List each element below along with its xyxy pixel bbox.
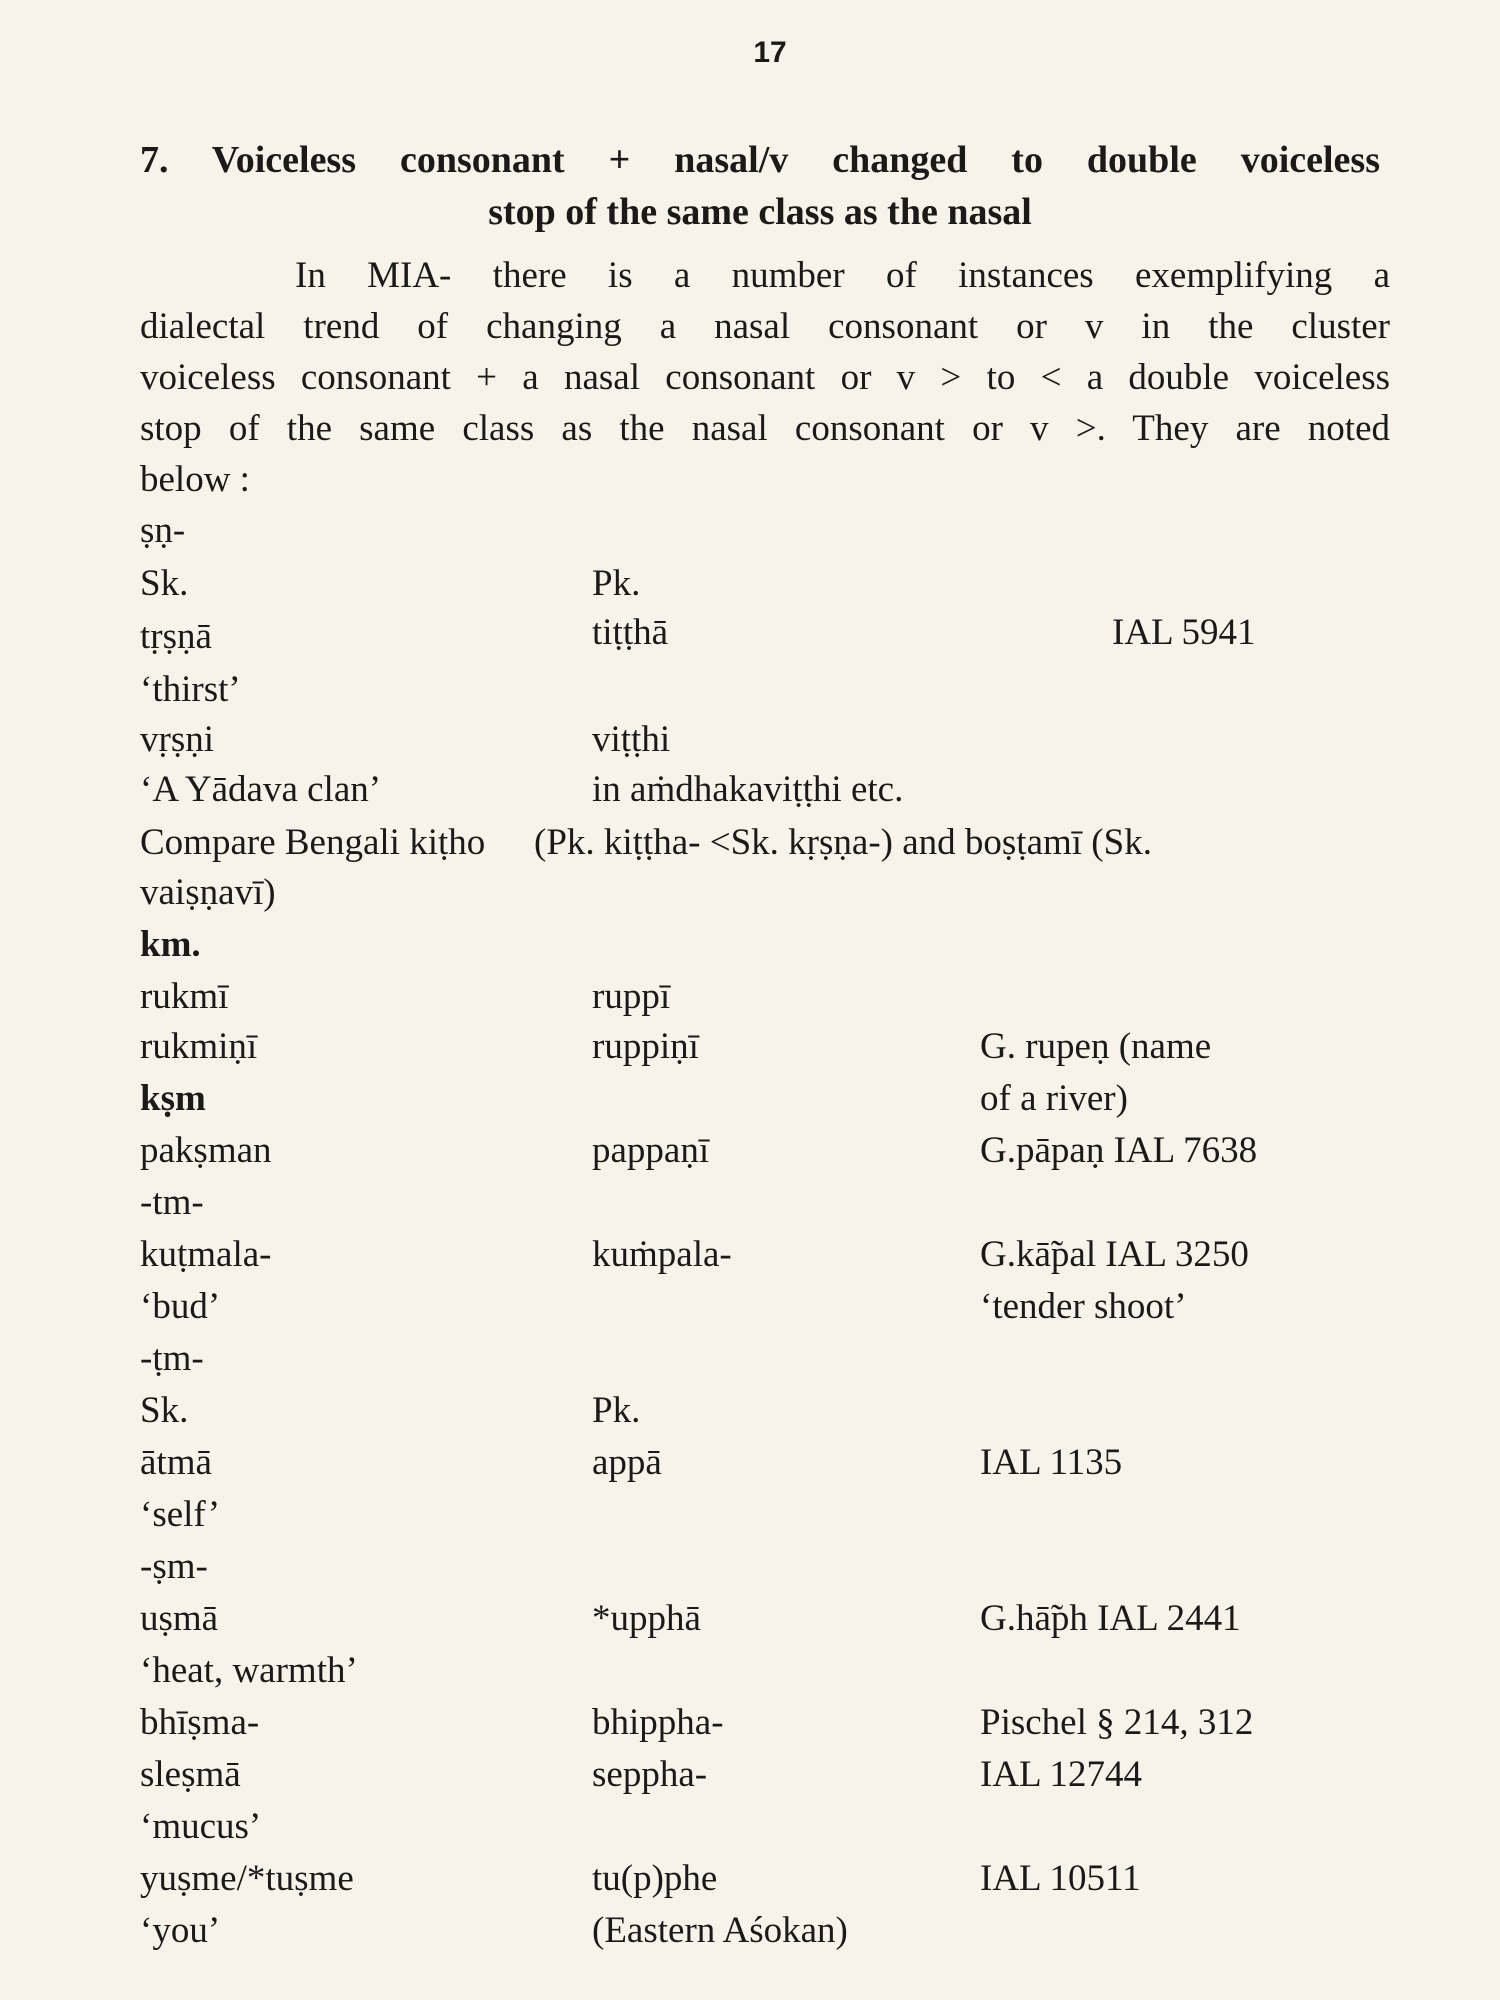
reference: IAL 1135: [980, 1442, 1123, 1483]
intro-line-2: dialectal trend of changing a nasal consonant or v in the cluster: [140, 306, 1390, 347]
word-sk: rukmiṇī: [140, 1026, 258, 1067]
section-heading-line-2: stop of the same class as the nasal: [488, 191, 1032, 233]
cluster-label-sn: ṣṇ-: [140, 510, 186, 551]
gloss: ‘thirst’: [140, 669, 241, 710]
word-pk: tu(p)phe: [592, 1858, 718, 1899]
cluster-label-tm-retroflex: -ṭm-: [140, 1338, 204, 1379]
word-sk: sleṣmā: [140, 1754, 241, 1795]
cluster-label-ksm: kṣm: [140, 1078, 206, 1119]
comparison-note: Compare Bengali kiṭho: [140, 822, 486, 863]
col-head-pk: Pk.: [592, 1390, 641, 1431]
word-sk: kuṭmala-: [140, 1234, 272, 1275]
intro-line-4: stop of the same class as the nasal consonant or v >. They are noted: [140, 408, 1390, 449]
word-sk: rukmī: [140, 976, 229, 1017]
word-sk: vṛṣṇi: [140, 719, 214, 760]
comparison-note-end: vaiṣṇavī): [140, 872, 276, 913]
word-sk: uṣmā: [140, 1598, 219, 1639]
word-sk: ātmā: [140, 1442, 212, 1483]
intro-line-5: below :: [140, 459, 250, 500]
col-head-sk: Sk.: [140, 563, 189, 604]
word-pk: viṭṭhi: [592, 719, 671, 760]
word-pk: pappaṇī: [592, 1130, 710, 1171]
word-pk: appā: [592, 1442, 662, 1483]
word-pk: bhippha-: [592, 1702, 724, 1743]
gloss: ‘A Yādava clan’: [140, 769, 382, 810]
word-pk-note: in aṁdhakaviṭṭhi etc.: [592, 769, 904, 810]
word-pk: tiṭṭhā: [592, 612, 669, 653]
reference: IAL 5941: [1112, 612, 1256, 653]
word-pk: kuṁpala-: [592, 1234, 732, 1275]
gloss: ‘bud’: [140, 1286, 221, 1327]
reference: Pischel § 214, 312: [980, 1702, 1254, 1743]
word-sk: pakṣman: [140, 1130, 272, 1171]
word-sk: yuṣme/*tuṣme: [140, 1858, 354, 1899]
word-pk-note: (Eastern Aśokan): [592, 1910, 848, 1951]
reference-cont: of a river): [980, 1078, 1128, 1119]
intro-line-3: voiceless consonant + a nasal consonant or v > to < a double voiceless: [140, 357, 1390, 398]
col-head-sk: Sk.: [140, 1390, 189, 1431]
gloss: ‘heat, warmth’: [140, 1650, 358, 1691]
reference: G.kā̃pal IAL 3250: [980, 1234, 1249, 1275]
section-heading-line-1: 7. Voiceless consonant + nasal/v changed to double voiceless: [140, 139, 1380, 181]
cluster-label-km: km.: [140, 924, 201, 965]
page-number: 17: [753, 36, 787, 69]
gloss-ref: ‘tender shoot’: [980, 1286, 1187, 1327]
cluster-label-tm: -tm-: [140, 1182, 204, 1223]
word-sk: tṛṣṇā: [140, 616, 212, 657]
reference: IAL 10511: [980, 1858, 1141, 1899]
comparison-note-cont: (Pk. kiṭṭha- <Sk. kṛṣṇa-) and boṣṭamī (Sk.: [534, 822, 1152, 863]
word-pk: *upphā: [592, 1598, 701, 1639]
gloss: ‘self’: [140, 1494, 221, 1535]
word-pk: ruppī: [592, 976, 671, 1017]
gloss: ‘you’: [140, 1910, 221, 1951]
reference: G.hā̃ph IAL 2441: [980, 1598, 1241, 1639]
reference: G. rupeṇ (name: [980, 1026, 1212, 1067]
word-sk: bhīṣma-: [140, 1702, 260, 1743]
word-pk: seppha-: [592, 1754, 708, 1795]
cluster-label-sm: -ṣm-: [140, 1546, 208, 1587]
word-pk: ruppiṇī: [592, 1026, 699, 1067]
gloss: ‘mucus’: [140, 1806, 262, 1847]
reference: IAL 12744: [980, 1754, 1143, 1795]
reference: G.pāpaṇ IAL 7638: [980, 1130, 1258, 1171]
intro-line-1: In MIA- there is a number of instances exemplifying a: [295, 255, 1390, 296]
col-head-pk: Pk.: [592, 563, 641, 604]
